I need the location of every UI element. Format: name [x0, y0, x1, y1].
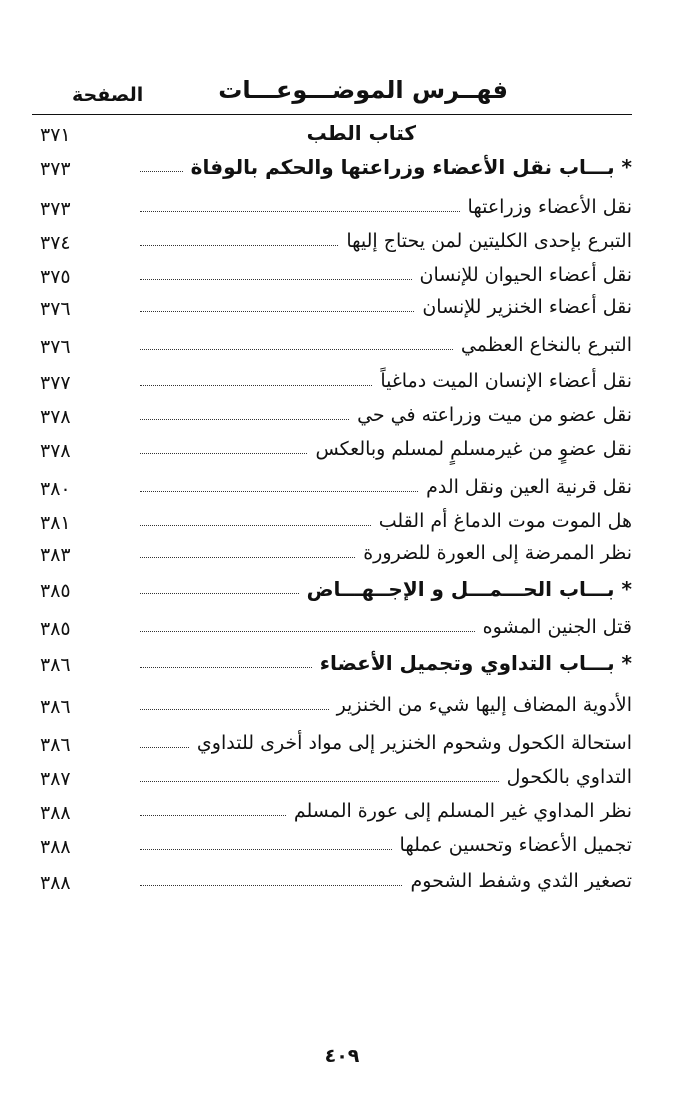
toc-entry-page: ٣٧٥ — [40, 266, 71, 288]
toc-entry-page: ٣٧٨ — [40, 440, 71, 462]
toc-entry-title: التداوي بالكحول — [506, 766, 632, 788]
toc-entry — [0, 830, 684, 864]
toc-entry — [0, 260, 684, 294]
toc-entry-title: نقل أعضاء الحيوان للإنسان — [419, 264, 632, 286]
toc-entry-title: التبرع بإحدى الكليتين لمن يحتاج إليها — [346, 230, 632, 252]
toc-entry — [0, 690, 684, 724]
toc-entry-title: قتل الجنين المشوه — [482, 616, 632, 638]
toc-entry — [0, 728, 684, 762]
toc-entry-title: نقل أعضاء الخنزير للإنسان — [422, 296, 632, 318]
dot-leader — [140, 885, 402, 886]
dot-leader — [140, 747, 189, 748]
toc-section-heading — [0, 648, 684, 682]
toc-entry-page: ٣٧٧ — [40, 372, 71, 394]
dot-leader — [140, 815, 286, 816]
toc-entry-title: نظر الممرضة إلى العورة للضرورة — [363, 542, 632, 564]
toc-entry-title: استحالة الكحول وشحوم الخنزير إلى مواد أخرى للتداوي — [196, 732, 632, 754]
page-header — [36, 74, 636, 114]
toc-chapter-heading — [0, 118, 684, 152]
toc-entry — [0, 192, 684, 226]
toc-entry — [0, 866, 684, 900]
dot-leader — [140, 525, 371, 526]
dot-leader — [140, 667, 312, 668]
dot-leader — [140, 279, 412, 280]
toc-entry — [0, 538, 684, 572]
toc-entry-title: الأدوية المضاف إليها شيء من الخنزير — [336, 694, 632, 716]
dot-leader — [140, 593, 299, 594]
toc-section-heading — [0, 574, 684, 608]
dot-leader — [140, 311, 414, 312]
toc-entry-title: هل الموت موت الدماغ أم القلب — [378, 510, 632, 532]
dot-leader — [140, 419, 349, 420]
toc-entry-title: تجميل الأعضاء وتحسين عملها — [399, 834, 632, 856]
dot-leader — [140, 557, 355, 558]
toc-entry — [0, 472, 684, 506]
toc-entry-page: ٣٨٠ — [40, 478, 71, 500]
toc-section-heading — [0, 152, 684, 186]
toc-entry — [0, 330, 684, 364]
dot-leader — [140, 171, 183, 172]
page-column-label: الصفحة — [72, 84, 144, 106]
toc-entry-title: * بـــاب التداوي وتجميل الأعضاء — [319, 651, 632, 675]
toc-entry — [0, 366, 684, 400]
toc-entry-title: نقل عضوٍ من غيرمسلمٍ لمسلم وبالعكس — [315, 438, 632, 460]
toc-entry-title: نظر المداوي غير المسلم إلى عورة المسلم — [293, 800, 632, 822]
toc-title: فهــرس الموضـــوعـــات — [218, 76, 508, 104]
dot-leader — [140, 491, 418, 492]
toc-entry-title: * بـــاب الحـــمـــل و الإجــهـــاض — [306, 577, 632, 601]
toc-entry-page: ٣٨٥ — [40, 618, 71, 640]
header-divider — [32, 114, 632, 115]
toc-entry-title: نقل الأعضاء وزراعتها — [467, 196, 632, 218]
dot-leader — [140, 245, 338, 246]
toc-entry — [0, 796, 684, 830]
dot-leader — [140, 211, 460, 212]
toc-entry-title: * بـــاب نقل الأعضاء وزراعتها والحكم بالوفاة — [190, 155, 632, 179]
dot-leader — [140, 453, 307, 454]
dot-leader — [140, 385, 372, 386]
toc-entry-page: ٣٨٣ — [40, 544, 71, 566]
toc-entry-page: ٣٨٥ — [40, 580, 71, 602]
toc-entry — [0, 762, 684, 796]
toc-entry-page: ٣٧٤ — [40, 232, 71, 254]
dot-leader — [140, 849, 392, 850]
toc-entry — [0, 612, 684, 646]
toc-entry-page: ٣٨٨ — [40, 802, 71, 824]
dot-leader — [140, 709, 329, 710]
dot-leader — [140, 781, 499, 782]
toc-entry-title: تصغير الثدي وشفط الشحوم — [410, 870, 632, 892]
toc-entry-page: ٣٧٣ — [40, 158, 71, 180]
toc-entry — [0, 400, 684, 434]
toc-entry-page: ٣٨٦ — [40, 734, 71, 756]
toc-entry-page: ٣٨٦ — [40, 696, 71, 718]
toc-entry-title: نقل أعضاء الإنسان الميت دماغياً — [380, 370, 632, 392]
toc-entry-page: ٣٨٨ — [40, 836, 71, 858]
toc-entry-page: ٣٨٨ — [40, 872, 71, 894]
dot-leader — [140, 631, 475, 632]
toc-entry — [0, 434, 684, 468]
toc-entry-page: ٣٧١ — [40, 124, 71, 146]
toc-entry-page: ٣٧٨ — [40, 406, 71, 428]
toc-entry — [0, 506, 684, 540]
toc-entry — [0, 292, 684, 326]
toc-entry — [0, 226, 684, 260]
toc-entry-page: ٣٧٦ — [40, 298, 71, 320]
toc-entry-page: ٣٨٦ — [40, 654, 71, 676]
toc-entry-title: التبرع بالنخاع العظمي — [460, 334, 632, 356]
dot-leader — [140, 349, 453, 350]
toc-entry-page: ٣٧٦ — [40, 336, 71, 358]
toc-entry-page: ٣٧٣ — [40, 198, 71, 220]
page-number: ٤٠٩ — [324, 1045, 360, 1067]
toc-entry-title: كتاب الطب — [306, 121, 416, 145]
toc-entry-page: ٣٨١ — [40, 512, 71, 534]
toc-entry-page: ٣٨٧ — [40, 768, 71, 790]
toc-entry-title: نقل قرنية العين ونقل الدم — [426, 476, 632, 498]
toc-entry-title: نقل عضو من ميت وزراعته في حي — [357, 404, 632, 426]
